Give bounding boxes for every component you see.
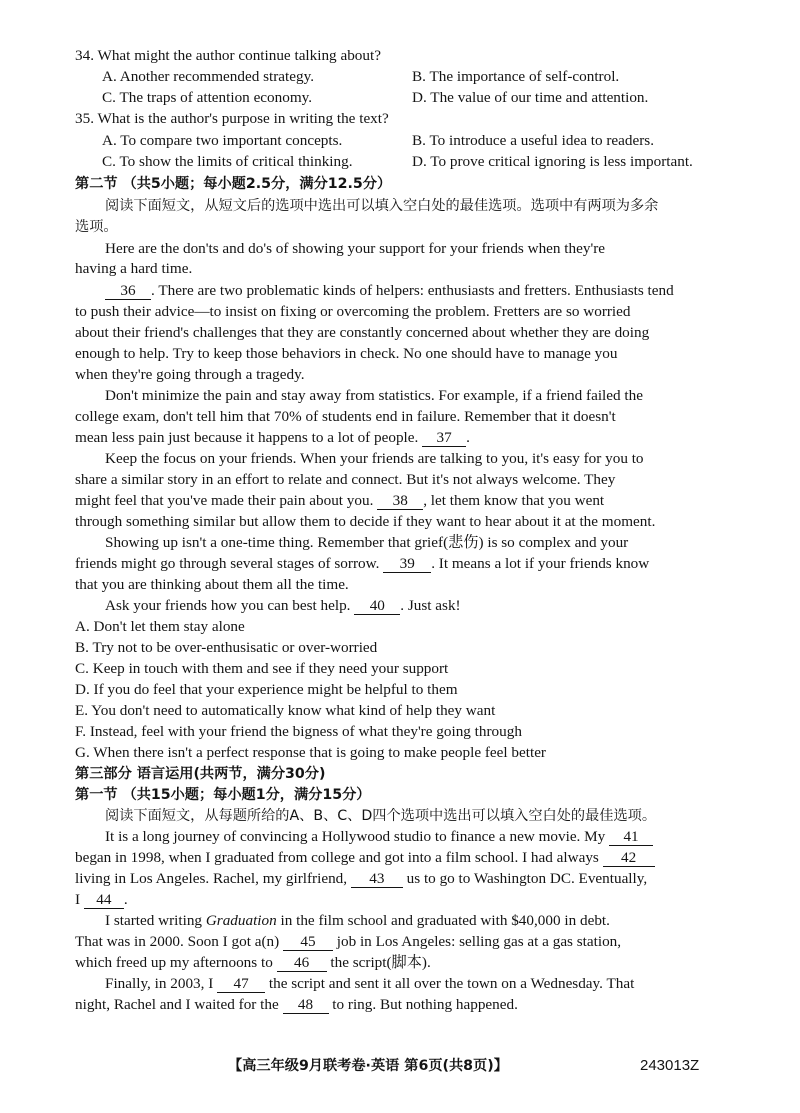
cloze-line5: I started writing Graduation in the film school and graduated with $40,000 in debt.	[105, 912, 610, 929]
book-title: Graduation	[205, 912, 277, 929]
cloze-line3: living in Los Angeles. Rachel, my girlfriend, 43 us to go to Washington DC. Eventually,	[75, 870, 648, 887]
blank-37[interactable]: 37	[422, 430, 466, 447]
option-e: E. You don't need to automatically know what kind of help they want	[75, 702, 496, 719]
passage-p3-line2: college exam, don't tell him that 70% of students end in failure. Remember that it doesn't	[75, 408, 616, 425]
part3-subheading: 第一节 （共15小题；每小题1分，满分15分）	[75, 787, 371, 803]
passage-p5-line3: that you are thinking about them all the time.	[75, 576, 349, 593]
passage-p2-line3: about their friend's challenges that they are constantly concerned about whether they are doing	[75, 324, 650, 341]
q34-option-a: A. Another recommended strategy.	[102, 68, 314, 85]
cloze-line7: which freed up my afternoons to 46 the script(脚本).	[75, 954, 431, 971]
q34-option-c: C. The traps of attention economy.	[102, 89, 313, 106]
blank-38[interactable]: 38	[377, 493, 423, 510]
option-g: G. When there isn't a perfect response that is going to make people feel better	[75, 744, 546, 761]
passage-p2-line2: to push their advice—to insist on fixing or overcoming the problem. Fretters are so worried	[75, 303, 631, 320]
blank-47[interactable]: 47	[217, 976, 265, 993]
passage-p3-line3: mean less pain just because it happens to a lot of people. 37 .	[75, 429, 470, 446]
passage-p1-line1: Here are the don'ts and do's of showing your support for your friends when they're	[105, 240, 605, 257]
blank-48[interactable]: 48	[283, 997, 329, 1014]
cloze-line2: began in 1998, when I graduated from college and got into a film school. I had always 42	[75, 848, 750, 868]
option-a: A. Don't let them stay alone	[75, 618, 245, 635]
q35-option-d: D. To prove critical ignoring is less important.	[412, 153, 693, 170]
blank-43[interactable]: 43	[351, 871, 403, 888]
cloze-line8: Finally, in 2003, I 47 the script and sent it all over the town on a Wednesday. That	[105, 975, 635, 992]
passage-p5-line2: friends might go through several stages of sorrow. 39 . It means a lot if your friends know	[75, 555, 650, 572]
q34-option-b: B. The importance of self-control.	[412, 68, 620, 85]
option-d: D. If you do feel that your experience might be helpful to them	[75, 681, 458, 698]
q35-option-b: B. To introduce a useful idea to readers.	[412, 132, 654, 149]
page-footer-label: 【高三年级9月联考卷·英语 第6页(共8页)】	[228, 1058, 508, 1074]
section2-heading: 第二节 （共5小题；每小题2.5分，满分12.5分）	[75, 176, 392, 192]
q35-option-c: C. To show the limits of critical thinking.	[102, 153, 353, 170]
page-footer-code: 243013Z	[640, 1057, 700, 1074]
passage-p2-line5: when they're going through a tragedy.	[75, 366, 305, 383]
passage-p3-line1: Don't minimize the pain and stay away from statistics. For example, if a friend failed the	[105, 387, 643, 404]
option-f: F. Instead, feel with your friend the bigness of what they're going through	[75, 723, 522, 740]
q34-option-d: D. The value of our time and attention.	[412, 89, 649, 106]
q35-option-a: A. To compare two important concepts.	[102, 132, 343, 149]
blank-44[interactable]: 44	[84, 892, 124, 909]
section2-instruction-line1: 阅读下面短文，从短文后的选项中选出可以填入空白处的最佳选项。选项中有两项为多余	[105, 198, 659, 214]
passage-p5-line1: Showing up isn't a one-time thing. Remember that grief(悲伤) is so complex and your	[105, 534, 629, 551]
section2-instruction-line2: 选项。	[75, 219, 118, 235]
cloze-line9: night, Rachel and I waited for the 48 to ring. But nothing happened.	[75, 996, 518, 1013]
blank-40[interactable]: 40	[354, 598, 400, 615]
blank-39[interactable]: 39	[383, 556, 431, 573]
cloze-line1: It is a long journey of convincing a Hollywood studio to finance a new movie. My 41	[105, 827, 750, 847]
passage-p4-line4: through something similar but allow them to decide if they want to hear about it at the moment.	[75, 513, 656, 530]
passage-p4-line3: might feel that you've made their pain about you. 38 , let them know that you went	[75, 492, 605, 509]
part3-heading: 第三部分 语言运用(共两节，满分30分)	[75, 766, 326, 782]
blank-46[interactable]: 46	[277, 955, 327, 972]
passage-p1-line2: having a hard time.	[75, 260, 193, 277]
blank-45[interactable]: 45	[283, 934, 333, 951]
passage-p2-line1: 36 . There are two problematic kinds of helpers: enthusiasts and fretters. Enthusiasts tend	[105, 281, 750, 301]
passage-p2-line4: enough to help. Try to keep those behaviors in check. No one should have to manage you	[75, 345, 618, 362]
blank-36[interactable]: 36	[105, 283, 151, 300]
blank-42[interactable]: 42	[603, 850, 655, 867]
option-c: C. Keep in touch with them and see if they need your support	[75, 660, 449, 677]
passage-p6-line1: Ask your friends how you can best help. 40 . Just ask!	[105, 597, 461, 614]
q35-stem: 35. What is the author's purpose in writing the text?	[75, 110, 389, 127]
option-b: B. Try not to be over-enthusisatic or over-worried	[75, 639, 378, 656]
q34-stem: 34. What might the author continue talking about?	[75, 47, 381, 64]
passage-p4-line2: share a similar story in an effort to relate and connect. But it's not always welcome. They	[75, 471, 616, 488]
cloze-line4: I 44 .	[75, 891, 128, 908]
passage-p4-line1: Keep the focus on your friends. When your friends are talking to you, it's easy for you to	[105, 450, 644, 467]
part3-instruction: 阅读下面短文，从每题所给的A、B、C、D四个选项中选出可以填入空白处的最佳选项。	[105, 808, 657, 824]
cloze-line6: That was in 2000. Soon I got a(n) 45 job in Los Angeles: selling gas at a gas station,	[75, 933, 622, 950]
blank-41[interactable]: 41	[609, 829, 653, 846]
